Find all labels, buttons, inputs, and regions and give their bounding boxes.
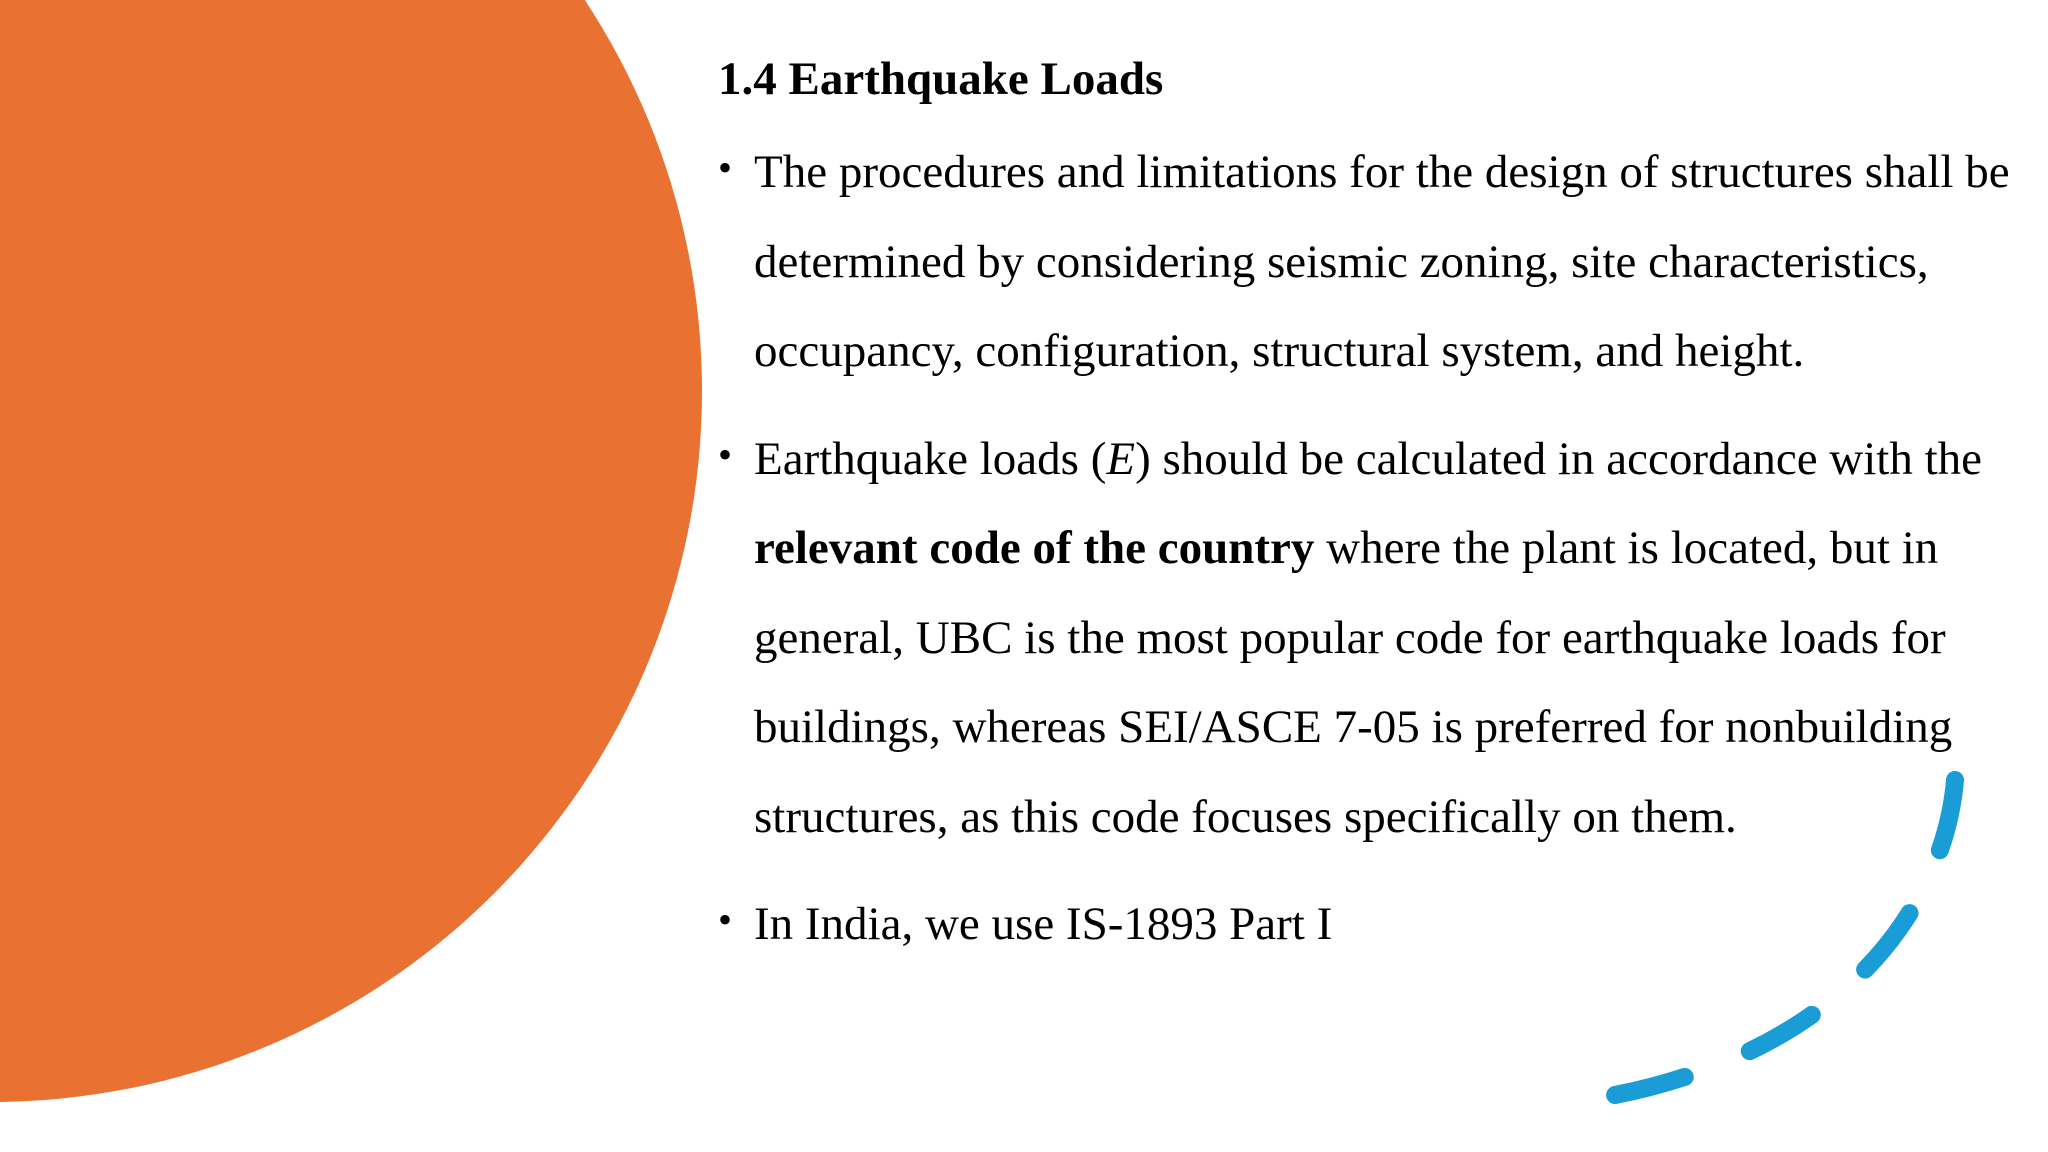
bullet-text-italic: E [1106, 432, 1136, 485]
bullet-item [718, 128, 2036, 397]
slide-content [718, 50, 2036, 988]
bullet-text: The procedures and limitations for the design of structures shall be determined by considering seismic zoning, site characteristics, occupancy, configuration, structural system, and height. [754, 146, 2010, 377]
bullet-text-bold: relevant code of the country [754, 522, 1315, 574]
bullet-text-part: where the plant is located, but in general, UBC is the most popular code for earthquake loads for buildings, whereas SEI/ASCE 7-05 is preferred for nonbuilding structures, as this code focuses specifically on them. [754, 522, 1953, 843]
bullet-symbol: • [718, 897, 733, 942]
bullet-symbol: • [718, 145, 733, 190]
bullet-text-part: Earthquake loads ( [754, 432, 1107, 485]
slide-heading: 1.4 Earthquake Loads [718, 53, 1164, 105]
bullet-text-part: ) should be calculated in accordance with the [1135, 432, 1983, 485]
bullet-item [718, 880, 2036, 970]
decorative-orange-circle [0, 0, 702, 1102]
bullet-symbol: • [718, 431, 733, 477]
bullet-list [718, 128, 2036, 970]
bullet-item [718, 415, 2036, 863]
bullet-text: In India, we use IS-1893 Part I [754, 898, 1333, 950]
